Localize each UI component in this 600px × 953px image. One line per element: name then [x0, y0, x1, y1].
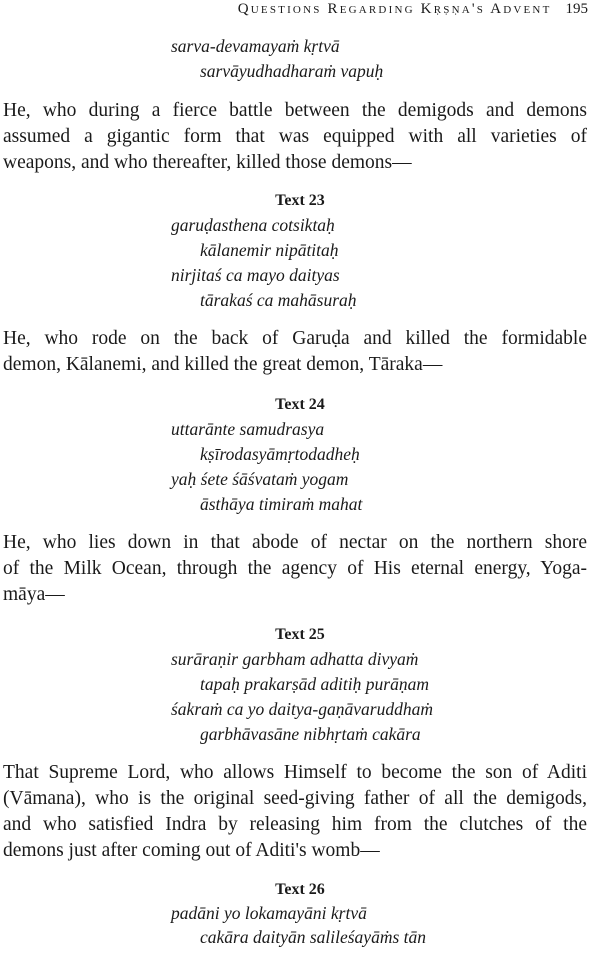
translation-line: demon, Kālanemi, and killed the great demon, Tāraka— — [3, 354, 443, 375]
translation-line: He, who rode on the back of Garuḍa and killed the formidable — [3, 328, 587, 349]
verse-line: padāni yo lokamayāni kṛtvā — [171, 903, 367, 923]
translation-line: weapons, and who thereafter, killed those demons— — [3, 152, 412, 173]
verse-line: tārakaś ca mahāsuraḥ — [200, 290, 357, 310]
verse-line: nirjitaś ca mayo daityas — [171, 265, 340, 285]
verse-line: sarvāyudhadharaṁ vapuḥ — [200, 61, 384, 81]
verse-line: sarva-devamayaṁ kṛtvā — [171, 36, 340, 56]
verse-line: kālanemir nipātitaḥ — [200, 240, 339, 260]
verse-line: yaḥ śete śāśvataṁ yogam — [171, 469, 349, 489]
verse-line: garbhāvasāne nibhṛtaṁ cakāra — [200, 724, 421, 744]
verse-number: Text 24 — [275, 396, 325, 413]
verse-number: Text 23 — [275, 192, 325, 209]
verse-number: Text 25 — [275, 626, 325, 643]
verse-line: uttarānte samudrasya — [171, 419, 325, 439]
verse-line: garuḍasthena cotsiktaḥ — [171, 215, 335, 235]
verse-line: tapaḥ prakarṣād aditiḥ purāṇam — [200, 674, 429, 694]
translation-line: and who satisfied Indra by releasing him from the clutches of the — [3, 814, 587, 835]
running-header — [0, 1, 588, 23]
page-number: 195 — [565, 1, 588, 17]
translation-line: He, who lies down in that abode of nectar on the northern shore — [3, 532, 587, 553]
verse-line: kṣīrodasyāmṛtodadheḥ — [200, 444, 360, 464]
running-title: Questions Regarding Kṛṣṇa's Advent — [237, 1, 552, 17]
verse-line: śakraṁ ca yo daitya-gaṇāvaruddhaṁ — [171, 699, 433, 719]
translation-line: (Vāmana), who is the original seed-giving father of all the demigods, — [3, 788, 587, 809]
translation-line: demons just after coming out of Aditi's womb— — [3, 840, 380, 861]
verse-line: surāraṇir garbham adhatta divyaṁ — [171, 649, 419, 669]
translation-line: That Supreme Lord, who allows Himself to become the son of Aditi — [3, 762, 587, 783]
verse-number: Text 26 — [275, 881, 325, 898]
translation-line: assumed a gigantic form that was equipped with all varieties of — [3, 126, 587, 147]
translation-line: māya— — [3, 584, 65, 605]
translation-line: He, who during a fierce battle between the demigods and demons — [3, 100, 587, 121]
verse-line: āsthāya timiraṁ mahat — [200, 494, 363, 514]
verse-line: cakāra daityān salileśayāṁs tān — [200, 927, 427, 947]
translation-line: of the Milk Ocean, through the agency of His eternal energy, Yoga- — [3, 558, 587, 579]
